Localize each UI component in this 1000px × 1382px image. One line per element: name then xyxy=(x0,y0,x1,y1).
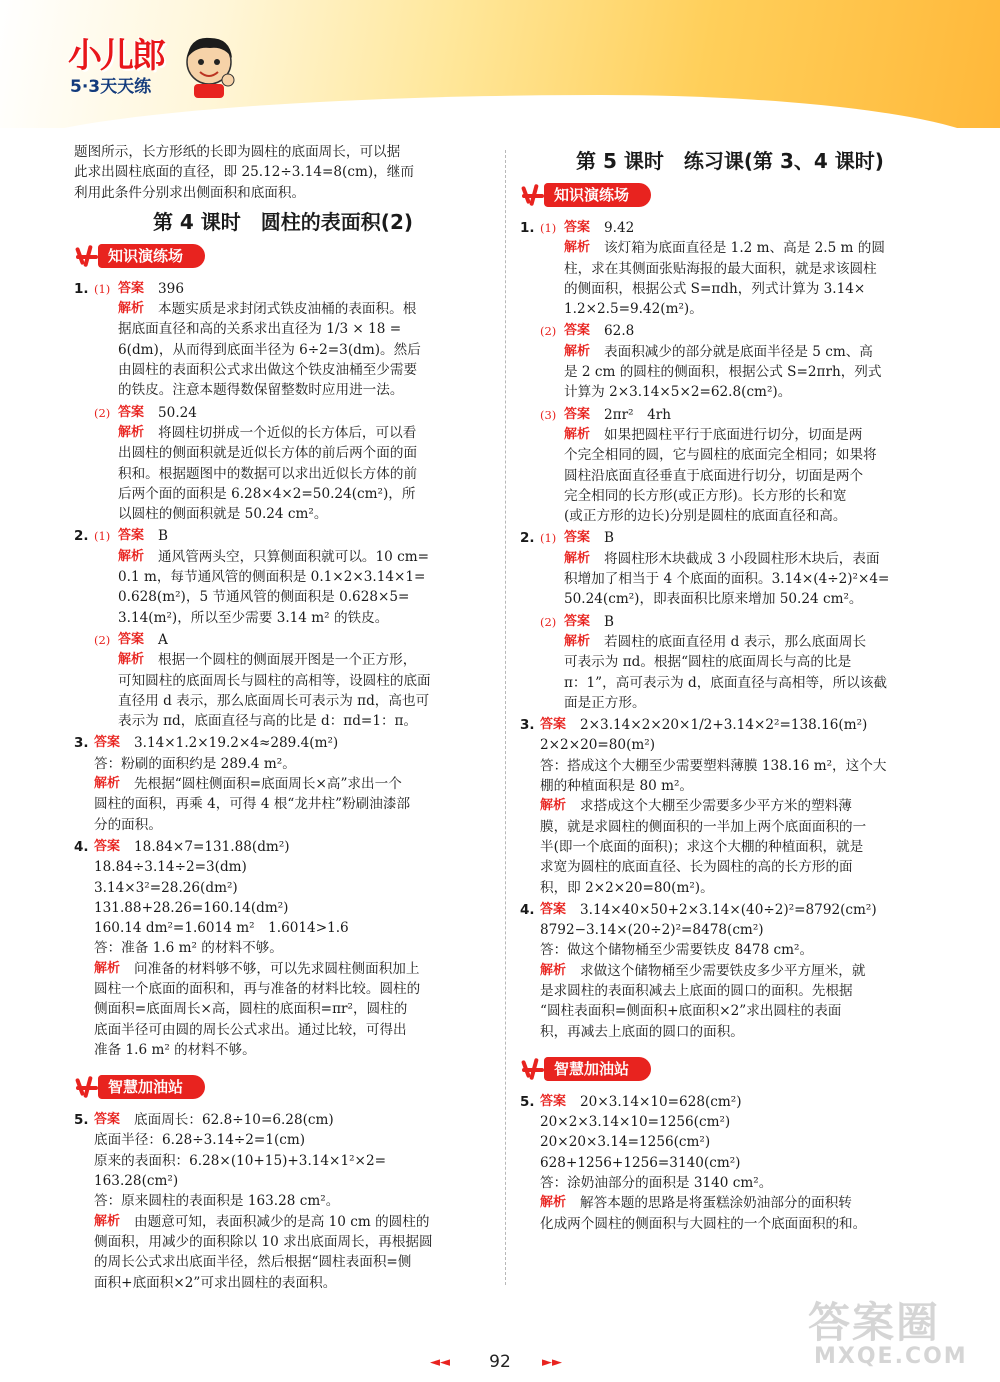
analysis-line: 若圆柱的底面直径用 d 表示，那么底面周长 xyxy=(604,633,867,650)
question-number: 2. xyxy=(520,530,535,547)
answer-label: 答案 xyxy=(564,530,591,546)
analysis-label: 解析 xyxy=(564,426,591,442)
text-line: 此求出圆柱底面的直径，即 25.12÷3.14=8(cm)，继而 xyxy=(74,164,414,181)
question-2 xyxy=(520,528,940,713)
section-mark-icon xyxy=(74,1074,104,1100)
answer-line: 答：准备 1.6 m² 的材料不够。 xyxy=(94,940,283,957)
analysis-line: 将圆柱切拼成一个近似的长方体后，可以看 xyxy=(158,424,417,441)
analysis-label: 解析 xyxy=(564,240,591,256)
analysis-line: 半(即一个底面的面积)；求这个大棚的种植面积，就是 xyxy=(540,838,864,855)
analysis-line: 将圆柱形木块截成 3 小段圆柱形木块后，表面 xyxy=(604,550,880,567)
answer-text: 20×3.14×10=628(cm²) xyxy=(580,1093,742,1110)
analysis-line: 6(dm)，从而得到底面半径为 6÷2=3(dm)。然后 xyxy=(118,341,421,358)
analysis-line: 完全相同的长方形(或正方形)。长方形的长和宽 xyxy=(564,487,847,504)
analysis-line: 先根据“圆柱侧面积=底面周长×高”求出一个 xyxy=(134,776,402,793)
answer-label: 答案 xyxy=(564,613,591,629)
answer-line: 答：涂奶油部分的面积是 3140 cm²。 xyxy=(540,1175,773,1192)
answer-text: B xyxy=(604,530,615,547)
answer-line: 2×2×20=80(m²) xyxy=(540,737,656,754)
sub-number: (1) xyxy=(94,529,111,544)
answer-label: 答案 xyxy=(118,404,145,420)
answer-text: 2πr² 4rh xyxy=(604,406,672,423)
analysis-line: 求宽为圆柱的底面直径、长为圆柱的高的长方形的面 xyxy=(540,859,853,876)
analysis-line: 问准备的材料够不够，可以先求圆柱侧面积加上 xyxy=(134,960,420,977)
analysis-line: 由圆柱的表面积公式求出做这个铁皮油桶至少需要 xyxy=(118,362,418,379)
watermark-title: 答案圈 xyxy=(808,1298,941,1347)
answer-label: 答案 xyxy=(540,1093,567,1109)
analysis-line: 积和。根据题图中的数据可以求出近似长方体的前 xyxy=(118,465,418,482)
analysis-label: 解析 xyxy=(118,548,145,564)
answer-line: 628+1256+1256=3140(cm²) xyxy=(540,1154,741,1171)
analysis-line: 据底面直径和高的关系求出直径为 1/3 × 18 = xyxy=(118,321,402,338)
analysis-line: π：1”，高可表示为 d，底面直径与高相等，所以该截 xyxy=(564,674,888,691)
analysis-line: 的周长公式求出底面半径，然后根据“圆柱表面积=侧 xyxy=(94,1254,412,1271)
answer-line: 答：原来圆柱的表面积是 163.28 cm²。 xyxy=(94,1193,340,1210)
analysis-line: 圆柱沿底面直径垂直于底面进行切分，切面是两个 xyxy=(564,467,864,484)
analysis-line: 该灯箱为底面直径是 1.2 m、高是 2.5 m 的圆 xyxy=(604,240,885,257)
question-number: 1. xyxy=(74,280,89,297)
analysis-line: 化成两个圆柱的侧面积与大圆柱的一个底面面积的和。 xyxy=(540,1215,867,1232)
analysis-line: 面是正方形。 xyxy=(564,694,646,711)
analysis-line: 表面积减少的部分就是底面半径是 5 cm、高 xyxy=(604,343,873,360)
question-2 xyxy=(74,526,492,731)
intro-paragraph xyxy=(74,142,492,203)
answer-label: 答案 xyxy=(540,717,567,733)
analysis-line: 分的面积。 xyxy=(94,816,162,833)
answer-label: 答案 xyxy=(94,838,121,854)
answer-line: 20×20×3.14=1256(cm²) xyxy=(540,1134,711,1151)
answer-text: 396 xyxy=(158,280,184,297)
analysis-label: 解析 xyxy=(564,633,591,649)
answer-label: 答案 xyxy=(540,901,567,917)
mascot-icon xyxy=(180,32,238,98)
question-number: 1. xyxy=(520,220,535,236)
analysis-label: 解析 xyxy=(118,301,145,317)
analysis-line: 个完全相同的圆，它与圆柱的底面完全相同；如果将 xyxy=(564,447,877,464)
answer-line: 答：粉刷的面积约是 289.4 m²。 xyxy=(94,755,296,772)
answer-label: 答案 xyxy=(564,323,591,339)
question-3 xyxy=(520,715,940,898)
analysis-line: 膜，就是求圆柱的侧面积的一半加上两个底面面积的一 xyxy=(540,818,867,835)
text-line: 利用此条件分别求出侧面积和底面积。 xyxy=(74,184,306,201)
analysis-line: 侧面积，用减少的面积除以 10 求出底面周长，再根据圆 xyxy=(94,1233,433,1250)
answer-label: 答案 xyxy=(118,631,145,647)
answer-line: 3.14×3²=28.26(dm²) xyxy=(94,879,238,896)
section-mark-icon xyxy=(520,182,550,208)
answer-label: 答案 xyxy=(564,406,591,422)
analysis-line: 50.24(cm²)，即表面积比原来增加 50.24 cm²。 xyxy=(564,591,863,608)
analysis-line: 计算为 2×3.14×5×2=62.8(cm²)。 xyxy=(564,384,792,401)
answer-line: 20×2×3.14×10=1256(cm²) xyxy=(540,1114,731,1131)
analysis-label: 解析 xyxy=(564,550,591,566)
analysis-line: 出圆柱的侧面积就是近似长方体的前后两个面的面 xyxy=(118,445,418,462)
section-label: 知识演练场 xyxy=(98,244,205,268)
prev-page-arrows-icon: ◄◄ xyxy=(430,1355,450,1370)
question-1 xyxy=(74,279,492,525)
brand-logo xyxy=(68,28,238,100)
analysis-line: 可表示为 πd。根据“圆柱的底面周长与高的比是 xyxy=(564,654,852,671)
answer-line: 18.84÷3.14÷2=3(dm) xyxy=(94,859,247,876)
lesson-title: 第 4 课时 圆柱的表面积(2) xyxy=(152,209,414,234)
section-header xyxy=(74,243,492,269)
analysis-line: 直径用 d 表示，那么底面周长可表示为 πd，高也可 xyxy=(118,692,430,709)
analysis-line: 以圆柱的侧面积就是 50.24 cm²。 xyxy=(118,506,328,523)
sub-number: (1) xyxy=(540,221,557,235)
analysis-line: 柱，求在其侧面张贴海报的最大面积，就是求该圆柱 xyxy=(564,260,877,277)
sub-number: (2) xyxy=(94,405,111,420)
answer-line: 答：做这个储物桶至少需要铁皮 8478 cm²。 xyxy=(540,942,814,959)
section-header xyxy=(520,1056,940,1082)
analysis-label: 解析 xyxy=(540,1195,567,1211)
analysis-label: 解析 xyxy=(540,962,567,978)
next-page-arrows-icon: ►► xyxy=(542,1355,562,1370)
page-number: 92 xyxy=(489,1352,511,1372)
sub-number: (1) xyxy=(540,531,557,546)
analysis-label: 解析 xyxy=(564,343,591,359)
logo-title: 小儿郎 xyxy=(68,36,164,76)
analysis-label: 解析 xyxy=(94,776,121,792)
section-mark-icon xyxy=(520,1056,550,1082)
answer-text: 2×3.14×2×20×1/2+3.14×2²=138.16(m²) xyxy=(580,717,868,734)
analysis-line: 表示为 πd，底面直径与高的比是 d：πd=1：π。 xyxy=(118,713,418,730)
answer-line: 160.14 dm²=1.6014 m² 1.6014>1.6 xyxy=(94,920,349,937)
analysis-line: 根据一个圆柱的侧面展开图是一个正方形， xyxy=(158,652,417,669)
section-label: 智慧加油站 xyxy=(98,1075,205,1099)
answer-text: B xyxy=(604,613,615,630)
question-3 xyxy=(74,733,492,834)
analysis-line: “圆柱表面积=侧面积+底面积×2”求出圆柱的表面 xyxy=(540,1003,842,1020)
header-banner xyxy=(0,0,1000,128)
lesson-title: 第 5 课时 练习课(第 3、4 课时) xyxy=(576,149,884,173)
section-header xyxy=(74,1074,492,1100)
analysis-label: 解析 xyxy=(94,1213,121,1229)
question-number: 5. xyxy=(74,1112,89,1129)
analysis-line: 本题实质是求封闭式铁皮油桶的表面积。根 xyxy=(158,301,417,318)
answer-text: 底面周长：62.8÷10=6.28(cm) xyxy=(134,1112,334,1129)
analysis-line: 侧面积=底面周长×高，圆柱的底面积=πr²，圆柱的 xyxy=(94,1001,408,1018)
question-5 xyxy=(520,1092,940,1234)
analysis-line: 是 2 cm 的圆柱的侧面积，根据公式 S=2πrh，列式 xyxy=(564,364,882,381)
answer-line: 131.88+28.26=160.14(dm²) xyxy=(94,899,289,916)
section-label: 智慧加油站 xyxy=(544,1057,651,1081)
question-number: 3. xyxy=(520,717,535,734)
question-number: 2. xyxy=(74,528,89,545)
analysis-line: 解答本题的思路是将蛋糕涂奶油部分的面积转 xyxy=(580,1195,852,1212)
analysis-label: 解析 xyxy=(118,424,145,440)
sub-number: (1) xyxy=(94,281,111,296)
answer-text: 62.8 xyxy=(604,323,635,340)
analysis-line: 求搭成这个大棚至少需要多少平方米的塑料薄 xyxy=(580,798,852,815)
question-5 xyxy=(74,1110,492,1293)
answer-text: 9.42 xyxy=(604,220,635,236)
right-column xyxy=(520,142,940,1234)
answer-text: 3.14×1.2×19.2×4≈289.4(m²) xyxy=(134,735,339,752)
answer-text: 18.84×7=131.88(dm²) xyxy=(134,838,290,855)
analysis-line: 积增加了相当于 4 个底面的面积。3.14×(4÷2)²×4= xyxy=(564,571,890,588)
section-header xyxy=(520,182,940,208)
text-line: 题图所示，长方形纸的长即为圆柱的底面周长，可以据 xyxy=(74,144,401,160)
analysis-line: 准备 1.6 m² 的材料不够。 xyxy=(94,1041,256,1058)
answer-line: 原来的表面积：6.28×(10+15)+3.14×1²×2= xyxy=(94,1152,386,1169)
logo-subtitle: 5·3天天练 xyxy=(70,77,152,97)
question-number: 5. xyxy=(520,1093,535,1110)
question-1 xyxy=(520,218,940,526)
analysis-line: 积，再减去上底面的圆口的面积。 xyxy=(540,1023,744,1040)
answer-label: 答案 xyxy=(94,735,121,751)
answer-line: 163.28(cm²) xyxy=(94,1173,179,1190)
analysis-label: 解析 xyxy=(118,652,145,668)
analysis-label: 解析 xyxy=(540,798,567,814)
analysis-line: 的铁皮。注意本题得数保留整数时应用进一法。 xyxy=(118,382,404,399)
left-column xyxy=(74,142,492,1293)
answer-line: 棚的种植面积是 80 m²。 xyxy=(540,778,694,795)
answer-text: 50.24 xyxy=(158,404,197,421)
question-number: 4. xyxy=(74,838,89,855)
answer-line: 底面半径：6.28÷3.14÷2=1(cm) xyxy=(94,1132,306,1149)
analysis-line: 求做这个储物桶至少需要铁皮多少平方厘米，就 xyxy=(580,962,866,979)
sub-number: (3) xyxy=(540,407,557,422)
sub-number: (2) xyxy=(540,614,557,629)
answer-label: 答案 xyxy=(118,528,145,544)
analysis-line: 后两个面的面积是 6.28×4×2=50.24(cm²)，所 xyxy=(118,485,416,502)
analysis-line: 的侧面积，根据公式 S=πdh，列式计算为 3.14× xyxy=(564,280,866,297)
answer-label: 答案 xyxy=(94,1112,121,1128)
sub-number: (2) xyxy=(540,324,557,339)
site-watermark xyxy=(800,1290,990,1372)
analysis-line: 通风管两头空，只算侧面积就可以。10 cm= xyxy=(158,548,430,565)
analysis-line: 0.628(m²)，5 节通风管的侧面积是 0.628×5= xyxy=(118,589,410,606)
question-4 xyxy=(520,900,940,1042)
answer-text: A xyxy=(158,631,168,648)
analysis-line: 如果把圆柱平行于底面进行切分，切面是两 xyxy=(604,426,863,443)
question-number: 4. xyxy=(520,901,535,918)
question-number: 3. xyxy=(74,735,89,752)
section-label: 知识演练场 xyxy=(544,183,651,207)
analysis-label: 解析 xyxy=(94,960,121,976)
analysis-line: 由题意可知，表面积减少的是高 10 cm 的圆柱的 xyxy=(134,1213,430,1230)
analysis-line: 是求圆柱的表面积减去上底面的圆口的面积。先根据 xyxy=(540,982,853,999)
sub-number: (2) xyxy=(94,632,111,647)
answer-line: 8792−3.14×(20÷2)²=8478(cm²) xyxy=(540,922,764,939)
watermark-url: MXQE.COM xyxy=(814,1344,968,1369)
answer-label: 答案 xyxy=(564,220,591,235)
section-mark-icon xyxy=(74,243,104,269)
answer-text: 3.14×40×50+2×3.14×(40÷2)²=8792(cm²) xyxy=(580,901,877,918)
analysis-line: (或正方形的边长)分别是圆柱的底面直径和高。 xyxy=(564,508,847,525)
answer-label: 答案 xyxy=(118,280,145,296)
answer-text: B xyxy=(158,528,169,545)
column-divider xyxy=(505,150,506,1285)
analysis-line: 3.14(m²)，所以至少需要 3.14 m² 的铁皮。 xyxy=(118,609,389,626)
analysis-line: 圆柱一个底面的面积和，再与准备的材料比较。圆柱的 xyxy=(94,980,421,997)
answer-line: 答：搭成这个大棚至少需要塑料薄膜 138.16 m²，这个大 xyxy=(540,757,887,774)
analysis-line: 面积+底面积×2”可求出圆柱的表面积。 xyxy=(94,1274,337,1291)
analysis-line: 底面半径可由圆的周长公式求出。通过比较，可得出 xyxy=(94,1021,407,1038)
analysis-line: 1.2×2.5=9.42(m²)。 xyxy=(564,301,703,318)
analysis-line: 圆柱的面积，再乘 4，可得 4 根“龙井柱”粉刷油漆部 xyxy=(94,796,411,813)
analysis-line: 0.1 m，每节通风管的侧面积是 0.1×2×3.14×1= xyxy=(118,569,426,586)
question-4 xyxy=(74,837,492,1060)
analysis-line: 可知圆柱的底面周长与圆柱的高相等，设圆柱的底面 xyxy=(118,672,431,689)
analysis-line: 积，即 2×2×20=80(m²)。 xyxy=(540,879,714,896)
